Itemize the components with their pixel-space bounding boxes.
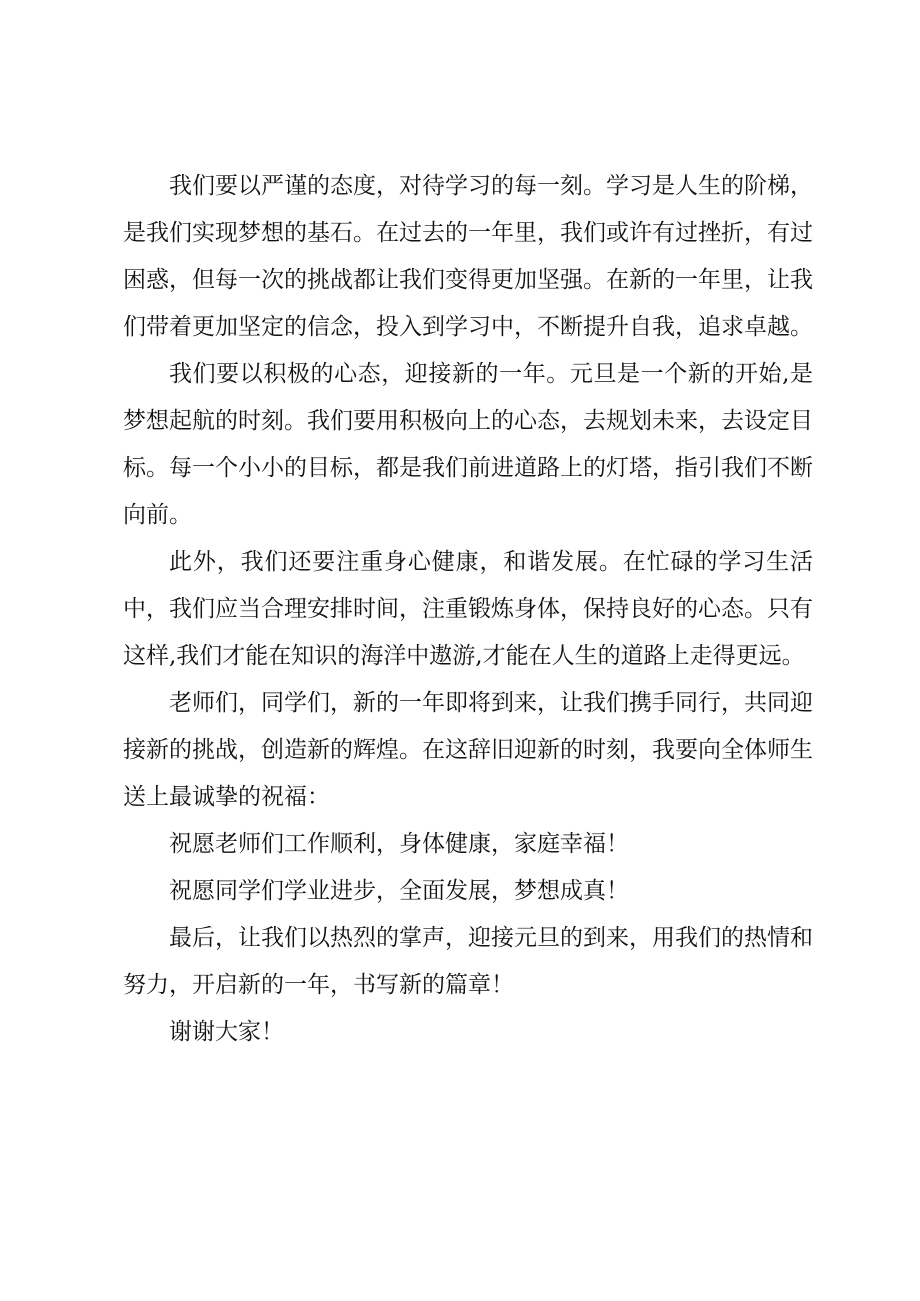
paragraph-closing: 最后，让我们以热烈的掌声，迎接元旦的到来，用我们的热情和努力，开启新的一年，书写新的篇章！ <box>123 925 813 998</box>
paragraph-health-development: 此外，我们还要注重身心健康，和谐发展。在忙碌的学习生活中，我们应当合理安排时间，注重锻炼身体，保持良好的心态。只有这样,我们才能在知识的海洋中遨游,才能在人生的道路上走得更远。 <box>123 549 813 669</box>
document-body <box>123 163 813 1056</box>
paragraph-new-year-greeting: 老师们，同学们，新的一年即将到来，让我们携手同行，共同迎接新的挑战，创造新的辉煌。在这辞旧迎新的时刻，我要向全体师生送上最诚挚的祝福： <box>123 690 813 810</box>
paragraph-wish-students: 祝愿同学们学业进步，全面发展，梦想成真！ <box>169 878 629 904</box>
paragraph-wish-teachers: 祝愿老师们工作顺利，身体健康，家庭幸福！ <box>169 831 629 857</box>
paragraph-thanks: 谢谢大家！ <box>169 1019 284 1045</box>
paragraph-positive-mindset: 我们要以积极的心态，迎接新的一年。元旦是一个新的开始,是梦想起航的时刻。我们要用积极向上的心态，去规划未来，去设定目标。每一个小小的目标，都是我们前进道路上的灯塔，指引我们不断向前。 <box>123 361 813 528</box>
paragraph-study-attitude: 我们要以严谨的态度，对待学习的每一刻。学习是人生的阶梯，是我们实现梦想的基石。在过去的一年里，我们或许有过挫折，有过困惑，但每一次的挑战都让我们变得更加坚强。在新的一年里，让我们带着更加坚定的信念，投入到学习中，不断提升自我，追求卓越。 <box>123 173 813 340</box>
